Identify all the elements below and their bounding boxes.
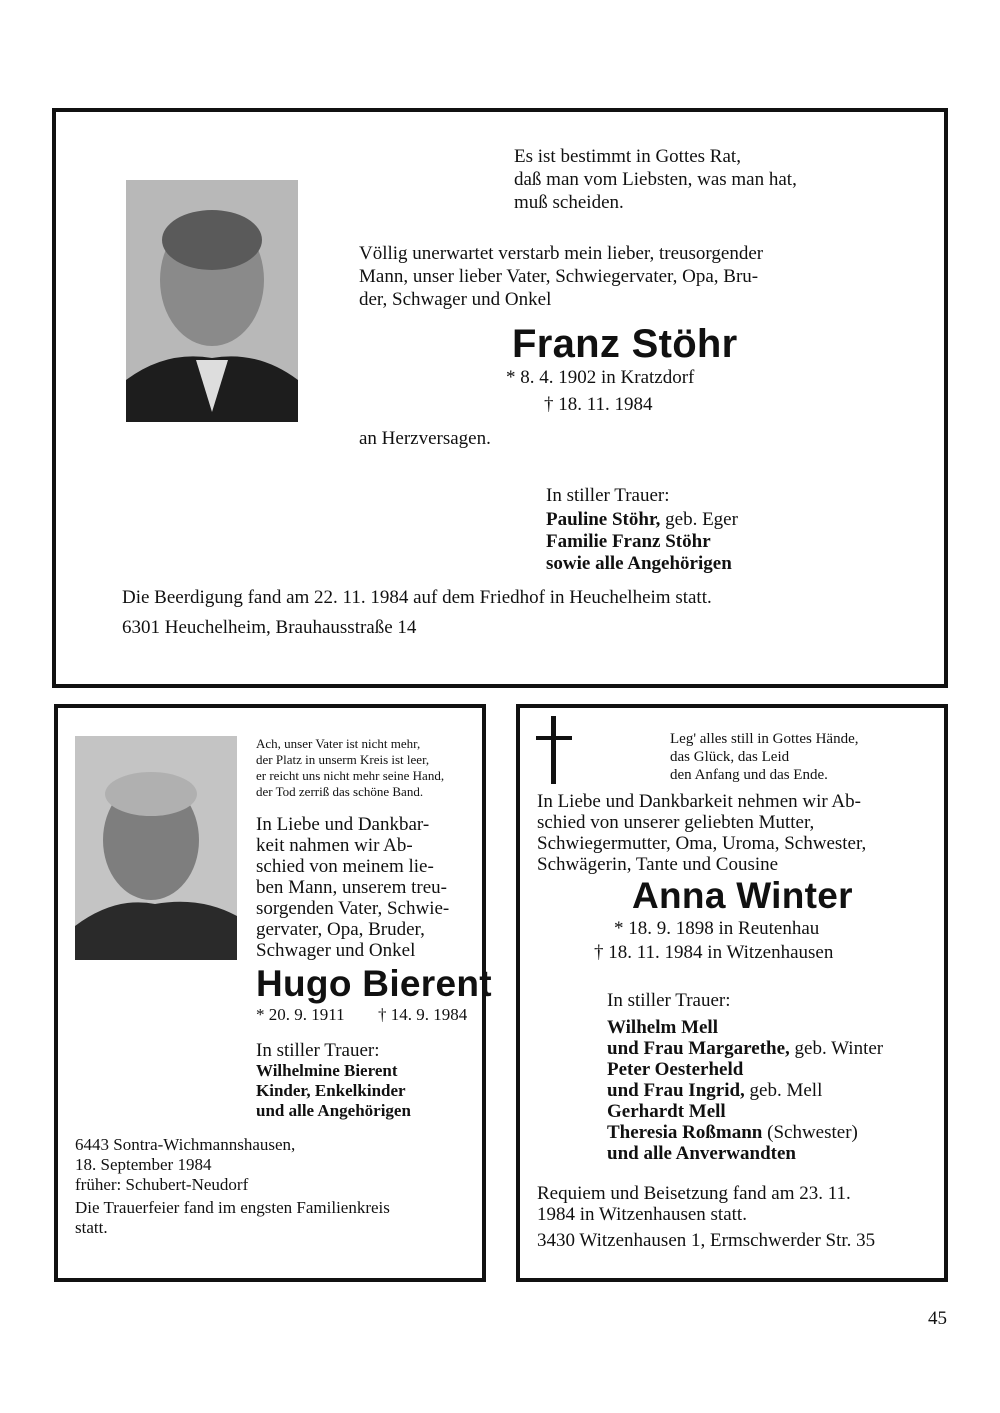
mourning-label: In stiller Trauer: [546, 485, 670, 506]
address: 3430 Witzenhausen 1, Ermschwerder Str. 35 [537, 1230, 876, 1251]
portrait-photo-hugo-bierent [75, 736, 237, 960]
mourner-line: und alle Angehörigen [256, 1101, 411, 1120]
mourner-name: Theresia Roßmann [607, 1122, 763, 1143]
address-line: früher: Schubert-Neudorf [75, 1175, 249, 1194]
address-line: 18. September 1984 [75, 1155, 212, 1174]
page-number: 45 [928, 1308, 947, 1329]
intro-line: schied von unserer geliebten Mutter, [537, 812, 815, 833]
portrait-photo-franz-stoehr [126, 180, 298, 422]
verse-line: Leg' alles still in Gottes Hände, [670, 731, 859, 747]
mourner-line: Kinder, Enkelkinder [256, 1081, 406, 1100]
mourner-line: Familie Franz Stöhr [546, 531, 711, 552]
ceremony-line: Die Trauerfeier fand im engsten Familienkreis [75, 1198, 390, 1217]
birth-date: * 18. 9. 1898 in Reutenhau [614, 918, 820, 939]
mourner-line [607, 1038, 883, 1060]
portrait-silhouette-icon [126, 180, 298, 422]
mourner-line: Wilhelmine Bierent [256, 1061, 398, 1080]
mourner-line: Peter Oesterheld [607, 1059, 744, 1080]
birth-date: * 20. 9. 1911 [256, 1005, 345, 1024]
death-date: † 18. 11. 1984 [544, 394, 653, 415]
verse-line: der Tod zerriß das schöne Band. [256, 784, 424, 799]
intro-line: Schwiegermutter, Oma, Uroma, Schwester, [537, 833, 867, 854]
intro-line: In Liebe und Dankbar- [256, 814, 430, 835]
mourner-note: geb. Winter [789, 1038, 884, 1059]
mourning-label: In stiller Trauer: [256, 1040, 380, 1061]
death-date: † 18. 11. 1984 in Witzenhausen [594, 942, 834, 963]
intro-line: Schwägerin, Tante und Cousine [537, 854, 779, 875]
verse-line: das Glück, das Leid [670, 749, 790, 765]
intro-line: keit nahmen wir Ab- [256, 835, 413, 856]
mourner-name: und Frau Margarethe, [607, 1038, 790, 1059]
requiem-line: Requiem und Beisetzung fand am 23. 11. [537, 1183, 851, 1204]
deceased-name: Anna Winter [632, 875, 853, 916]
mourner-line [607, 1080, 822, 1102]
verse-line: er reicht uns nicht mehr seine Hand, [256, 768, 445, 783]
mourner-line [607, 1122, 858, 1144]
verse-line: Ach, unser Vater ist nicht mehr, [256, 736, 421, 751]
mourner-line: Wilhelm Mell [607, 1017, 718, 1038]
mourner-line: und alle Anverwandten [607, 1143, 796, 1164]
deceased-name: Franz Stöhr [512, 322, 738, 366]
verse-line: der Platz in unserm Kreis ist leer, [256, 752, 430, 767]
cause-of-death: an Herzversagen. [359, 428, 491, 449]
birth-date: * 8. 4. 1902 in Kratzdorf [506, 367, 695, 388]
verse-line: daß man vom Liebsten, was man hat, [514, 169, 797, 190]
mourner-note: geb. Mell [744, 1080, 823, 1101]
mourning-label: In stiller Trauer: [607, 990, 731, 1011]
mourner-line: sowie alle Angehörigen [546, 553, 732, 574]
address: 6301 Heuchelheim, Brauhausstraße 14 [122, 617, 417, 638]
intro-line: sorgenden Vater, Schwie- [256, 898, 450, 919]
mourner-note: (Schwester) [762, 1122, 858, 1143]
address-line: 6443 Sontra-Wichmannshausen, [75, 1135, 296, 1154]
verse-line: den Anfang und das Ende. [670, 767, 828, 783]
funeral-info: Die Beerdigung fand am 22. 11. 1984 auf dem Friedhof in Heuchelheim statt. [122, 587, 712, 608]
intro-line: Mann, unser lieber Vater, Schwiegervater, Opa, Bru- [359, 266, 759, 287]
mourner-note: geb. Eger [660, 509, 738, 530]
death-date: † 14. 9. 1984 [378, 1005, 468, 1024]
intro-line: Schwager und Onkel [256, 940, 416, 961]
intro-line: der, Schwager und Onkel [359, 289, 552, 310]
cross-icon [533, 716, 577, 784]
mourner-name: Pauline Stöhr, [546, 509, 661, 530]
intro-line: ben Mann, unserem treu- [256, 877, 447, 898]
deceased-name: Hugo Bierent [256, 963, 492, 1004]
portrait-silhouette-icon [75, 736, 237, 960]
mourner-line [546, 509, 738, 531]
mourner-line: Gerhardt Mell [607, 1101, 726, 1122]
ceremony-line: statt. [75, 1218, 108, 1237]
verse-line: Es ist bestimmt in Gottes Rat, [514, 146, 741, 167]
intro-line: In Liebe und Dankbarkeit nehmen wir Ab- [537, 791, 861, 812]
requiem-line: 1984 in Witzenhausen statt. [537, 1204, 747, 1225]
verse-line: muß scheiden. [514, 192, 624, 213]
intro-line: schied von meinem lie- [256, 856, 434, 877]
intro-line: Völlig unerwartet verstarb mein lieber, treusorgender [359, 243, 764, 264]
intro-line: gervater, Opa, Bruder, [256, 919, 425, 940]
mourner-name: und Frau Ingrid, [607, 1080, 745, 1101]
